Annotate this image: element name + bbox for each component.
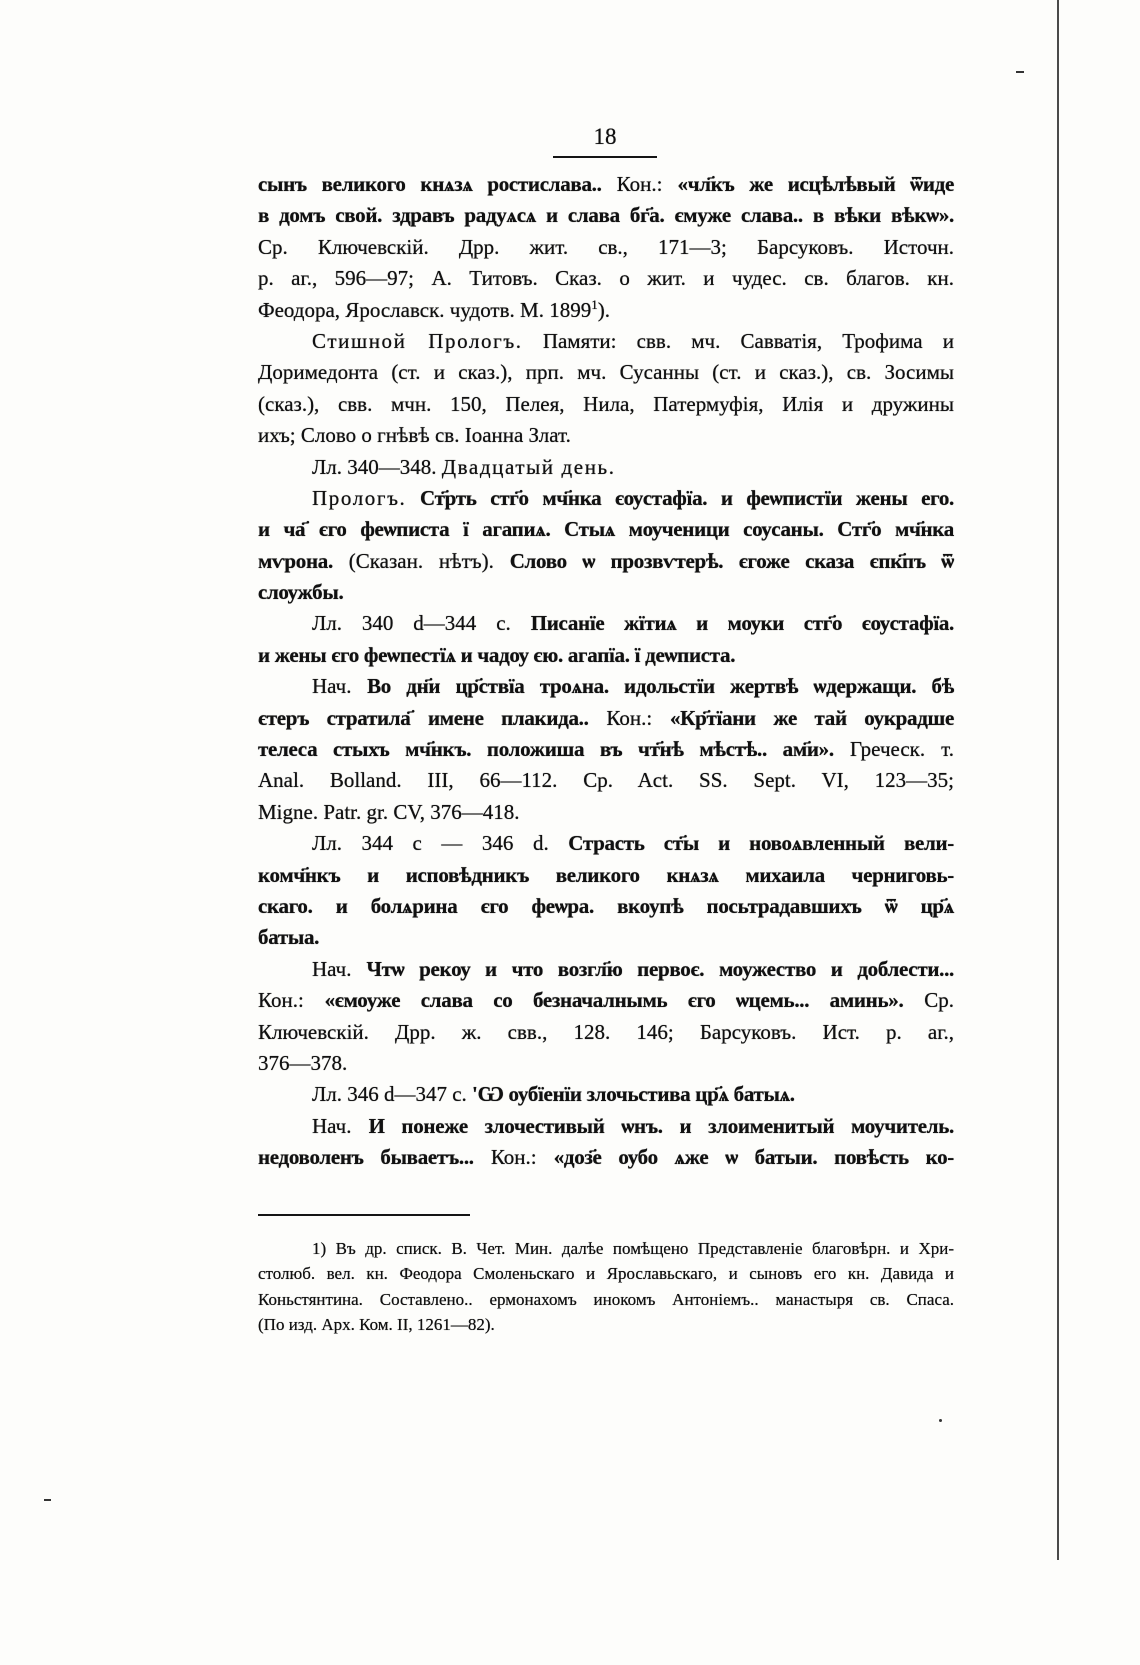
- russian-text: Памяти: свв. мч. Савватія, Трофима и: [522, 328, 954, 353]
- slavonic-text: Во дн҃и цр҃ствїа троѧна. идольстїи жертвѣ ѡдержащи. бѣ: [367, 674, 954, 699]
- slavonic-text: Слово ѡ прозвѵтерѣ. єгоже сказа єпк҃пъ ѿ: [509, 548, 954, 573]
- russian-text: Ключевскій. Дрр. ж. свв., 128. 146; Барсуковъ. Ист. р. аг.,: [258, 1019, 954, 1044]
- slavonic-text: Ст҃рть стг҃о мч҃нка єѹстафїа. и феѡпистїи жены его.: [406, 485, 954, 510]
- slavonic-text: єтеръ стратила҃ имене плакида..: [258, 705, 589, 730]
- paragraph: [258, 608, 954, 671]
- text-line: [258, 546, 954, 577]
- spaced-heading: Прологъ.: [312, 485, 407, 510]
- footnote-line: Коньстянтина. Составлено.. ермонахомъ инокомъ Антоніемъ.. манастыря св. Спаса.: [258, 1289, 954, 1309]
- slavonic-text: в домъ свой. здравъ радуѧсѧ и слава бг҃а. ємуже слава.. в вѣки вѣкѡ».: [258, 203, 954, 228]
- text-line: [258, 922, 954, 953]
- russian-text: Доримедонта (ст. и сказ.), прп. мч. Сусанны (ст. и сказ.), св. Зосимы: [258, 360, 954, 385]
- slavonic-text: «доз҃е оубо ѧже ѡ батыи. повѣсть ко-: [553, 1145, 954, 1170]
- text-line: [258, 389, 954, 420]
- spaced-heading: Стишной Прологъ.: [312, 328, 523, 353]
- text-line: [258, 577, 954, 608]
- slavonic-text: Писанїе жїтиѧ и мѹки стг҃о єѹстафїа.: [530, 611, 954, 636]
- page-number-rule: [553, 156, 657, 158]
- russian-text: Лл. 346 d—347 c.: [312, 1082, 473, 1107]
- slavonic-text: и ча҃ єго феѡписта ї агапиѧ. Стыѧ мѹченици сѹсаны. Стг҃о мч҃нка: [258, 517, 954, 542]
- text-line: [258, 640, 954, 671]
- russian-text: Лл. 344 c — 346 d.: [312, 831, 569, 856]
- paragraph: [258, 452, 954, 483]
- russian-text: Греческ. т.: [833, 737, 954, 762]
- scan-speck: [1016, 71, 1024, 73]
- russian-text: Феодора, Ярославск. чудотв. М. 1899: [258, 297, 592, 322]
- text-line: [258, 734, 954, 765]
- paragraph: [258, 1111, 954, 1174]
- footnote-rule: [258, 1214, 470, 1216]
- text-line: [258, 232, 954, 263]
- text-line: [258, 295, 954, 326]
- scan-speck: [44, 1499, 51, 1501]
- text-line: [258, 891, 954, 922]
- russian-text: Лл. 340—348.: [312, 454, 442, 479]
- slavonic-text: телеса стыхъ мч҃нкъ. положиша въ чт҃нѣ мѣстѣ.. ам҃и».: [258, 737, 834, 762]
- text-line: [258, 357, 954, 388]
- footnote-line: столюб. вел. кн. Феодора Смоленьскаго и Ярославьскаго, и сыновъ его кн. Давида и: [258, 1264, 954, 1284]
- russian-text: Лл. 340 d—344 c.: [312, 611, 531, 636]
- text-line: [258, 169, 954, 200]
- text-line: [258, 452, 954, 483]
- footnote-line: 1) Въ др. списк. В. Чет. Мин. далѣе помѣщено Представленіе благовѣрн. и Хри-: [312, 1239, 954, 1258]
- text-line: [258, 954, 954, 985]
- text-line: [258, 1048, 954, 1079]
- text-line: [258, 326, 954, 357]
- slavonic-text: «Кр҃тїани же тай оукрадше: [669, 705, 954, 730]
- paragraph: [258, 1079, 954, 1110]
- body-text: [258, 169, 954, 1174]
- paragraph: [258, 671, 954, 828]
- russian-text: ).: [597, 297, 610, 322]
- russian-text: Нач.: [312, 956, 367, 981]
- text-line: [258, 608, 954, 639]
- russian-text: Ср. Ключевскій. Дрр. жит. св., 171—3; Барсуковъ. Источн.: [258, 234, 954, 259]
- russian-text: Кон.:: [588, 705, 670, 730]
- text-line: [258, 765, 954, 796]
- spaced-heading: Двадцатый день.: [441, 454, 616, 479]
- russian-text: (Сказан. нѣтъ).: [332, 548, 510, 573]
- paragraph: [258, 828, 954, 954]
- footnote-line: (По изд. Арх. Ком. II, 1261—82).: [258, 1315, 495, 1335]
- paragraph: [258, 954, 954, 1080]
- text-line: [258, 1079, 954, 1110]
- text-line: [258, 985, 954, 1016]
- text-line: [258, 1017, 954, 1048]
- slavonic-text: «ємоуже слава со безначалнымь єго ѡцемь... аминь».: [324, 988, 904, 1013]
- slavonic-text: комч҃нкъ и исповѣдникъ великого кнѧзѧ михаила черниговь-: [258, 862, 954, 887]
- slavonic-text: И понеже злочестивый ѡнъ. и злоименитый моучитель.: [368, 1113, 954, 1138]
- footnote: [258, 1236, 954, 1338]
- russian-text: Anal. Bolland. III, 66—112. Cp. Act. SS. Sept. VI, 123—35;: [258, 768, 954, 793]
- text-line: [258, 263, 954, 294]
- russian-text: 376—378.: [258, 1050, 348, 1075]
- paragraph: [258, 326, 954, 452]
- russian-text: ихъ; Слово о гнѣвѣ св. Іоанна Злат.: [258, 423, 571, 448]
- russian-text: Кон.:: [473, 1145, 554, 1170]
- scan-edge-line: [1057, 0, 1059, 1560]
- text-line: [258, 860, 954, 891]
- text-line: [258, 1111, 954, 1142]
- slavonic-text: мѵрона.: [258, 548, 333, 573]
- paragraph: [258, 169, 954, 326]
- slavonic-text: недоволенъ бываетъ...: [258, 1145, 474, 1170]
- slavonic-text: Чтѡ рекѹ и что возгл҃ю первоє. моужество и доблести...: [366, 956, 954, 981]
- slavonic-text: сынъ великого кнѧзѧ ростислава..: [258, 172, 602, 196]
- russian-text: Кон.:: [258, 988, 325, 1013]
- russian-text: Ср.: [903, 988, 954, 1013]
- paragraph: [258, 483, 954, 609]
- footnote-ref: 1: [591, 296, 598, 312]
- slavonic-text: батыа.: [258, 925, 320, 950]
- text-line: [258, 671, 954, 702]
- slavonic-text: слѹжбы.: [258, 580, 344, 605]
- text-line: [258, 797, 954, 828]
- russian-text: (сказ.), свв. мчн. 150, Пелея, Нила, Патермуфія, Илія и дружины: [258, 391, 954, 416]
- text-line: [258, 1142, 954, 1173]
- text-line: [258, 200, 954, 231]
- scan-speck: [939, 1419, 942, 1422]
- slavonic-text: и жены єго феѡпестїѧ и чадѹ єю. агапїа. ї деѡписта.: [258, 642, 736, 667]
- text-line: [258, 828, 954, 859]
- slavonic-text: 'Ѡ оубїенїи злочьстива цр҃ѧ батыѧ.: [472, 1082, 795, 1107]
- slavonic-text: «чл҃къ же исцѣлѣвый ѿиде: [677, 172, 954, 196]
- text-line: [258, 703, 954, 734]
- russian-text: Нач.: [312, 674, 368, 699]
- slavonic-text: скаго. и болѧрина єго феѡра. вкоупѣ посьтрадавшихъ ѿ цр҃ѧ: [258, 893, 954, 918]
- russian-text: Нач.: [312, 1113, 369, 1138]
- russian-text: Кон.:: [601, 172, 678, 196]
- text-line: [258, 420, 954, 451]
- page-number: 18: [593, 124, 617, 149]
- russian-text: Migne. Patr. gr. CV, 376—418.: [258, 799, 520, 824]
- text-line: [258, 514, 954, 545]
- text-line: [258, 483, 954, 514]
- slavonic-text: Страсть ст҃ы и новоѧвленный вели-: [568, 831, 954, 856]
- russian-text: р. аг., 596—97; А. Титовъ. Сказ. о жит. и чудес. св. благов. кн.: [258, 266, 954, 291]
